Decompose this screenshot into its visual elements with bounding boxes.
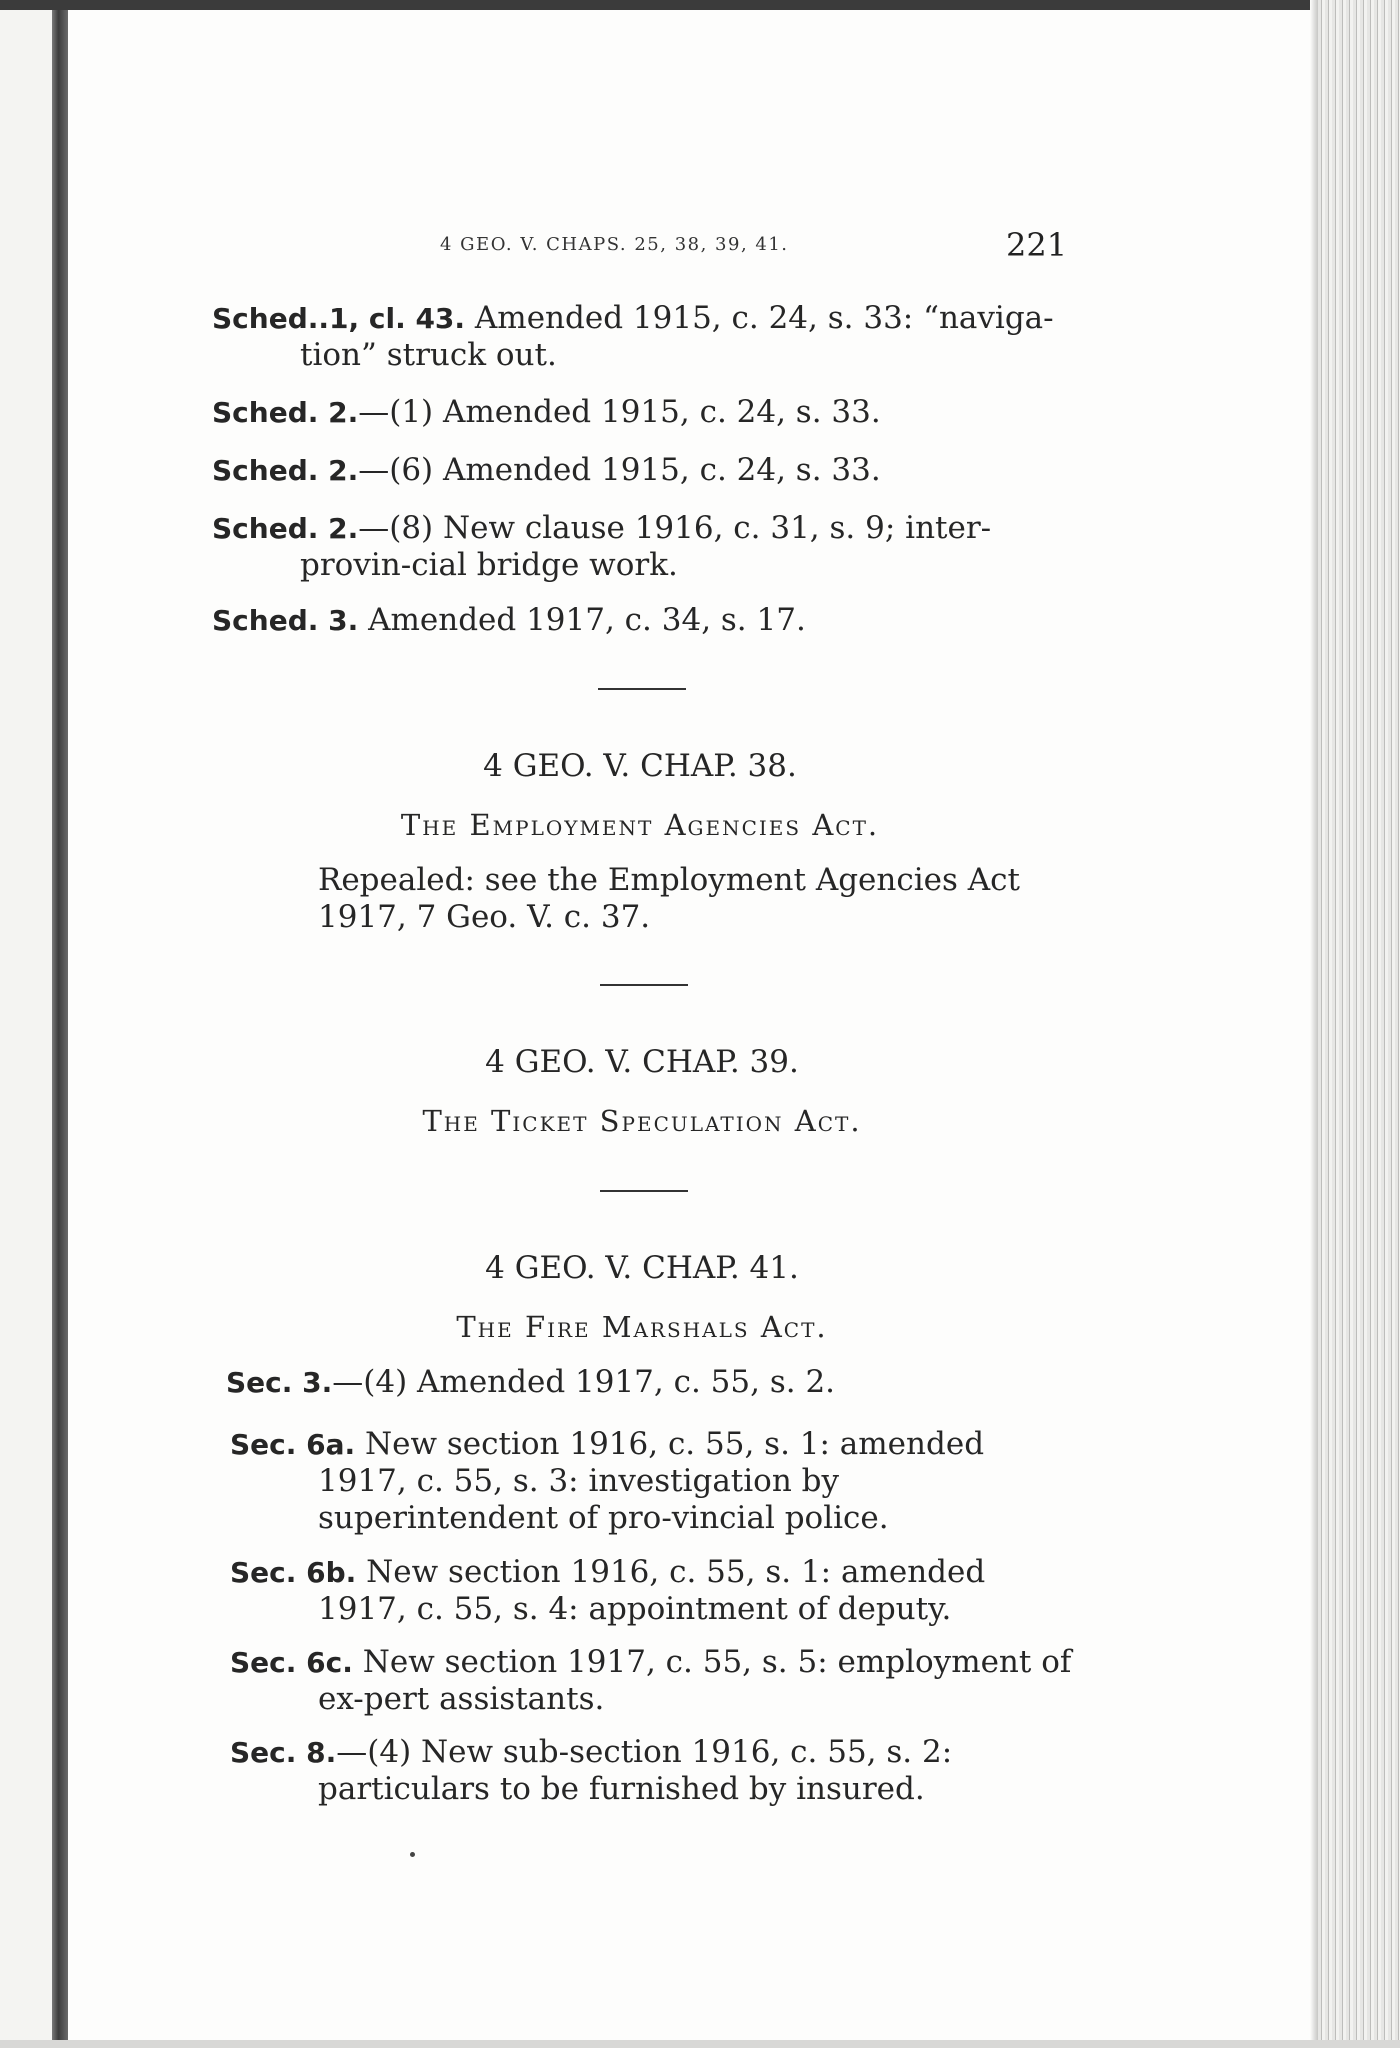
entry-text: Amended 1917, c. 34, s. 17. <box>368 602 806 638</box>
entry-label: Sched..1, cl. 43. <box>212 302 466 335</box>
entry-label: Sec. 8. <box>230 1736 337 1769</box>
scan-bottom-edge <box>0 2040 1400 2048</box>
running-head: 4 GEO. V. CHAPS. 25, 38, 39, 41. <box>440 234 789 255</box>
page-stack-edge <box>1318 0 1400 2048</box>
schedule-entry <box>212 510 1068 584</box>
act-title: The Fire Marshals Act. <box>456 1310 828 1344</box>
schedule-entry <box>212 300 1068 374</box>
book-binding-edge <box>52 0 68 2048</box>
entry-label: Sched. 2. <box>212 396 359 429</box>
section-divider <box>600 984 688 986</box>
schedule-entry <box>212 394 1068 431</box>
section-entry <box>230 1426 1080 1537</box>
entry-label: Sched. 3. <box>212 604 359 637</box>
page-margin-left <box>0 0 52 2048</box>
schedule-entry <box>212 602 1068 639</box>
entry-text: New section 1916, c. 55, s. 1: amended 1917, c. 55, s. 3: investigation by superintendent of pro-vincial police. <box>318 1426 985 1536</box>
entry-label: Sec. 6c. <box>230 1646 353 1679</box>
entry-text: —(4) New sub-section 1916, c. 55, s. 2: particulars to be furnished by insured. <box>318 1734 953 1807</box>
chapter-title: 4 GEO. V. CHAP. 41. <box>485 1250 799 1286</box>
entry-text: —(4) Amended 1917, c. 55, s. 2. <box>332 1364 836 1400</box>
section-entry <box>230 1554 1080 1628</box>
entry-text: —(1) Amended 1915, c. 24, s. 33. <box>358 394 881 430</box>
entry-label: Sched. 2. <box>212 512 359 545</box>
entry-label: Sec. 6a. <box>230 1428 356 1461</box>
entry-text: New section 1917, c. 55, s. 5: employment of ex-pert assistants. <box>318 1644 1072 1717</box>
entry-text: —(8) New clause 1916, c. 31, s. 9; inter-provin-cial bridge work. <box>300 510 992 583</box>
schedule-entry <box>212 452 1068 489</box>
page-number: 221 <box>1006 226 1068 264</box>
section-divider <box>600 1190 688 1192</box>
entry-label: Sec. 6b. <box>230 1556 357 1589</box>
act-title: The Ticket Speculation Act. <box>422 1104 862 1138</box>
section-divider <box>598 688 686 690</box>
entry-text: Amended 1915, c. 24, s. 33: “naviga-tion” struck out. <box>300 300 1054 373</box>
entry-label: Sec. 3. <box>226 1366 333 1399</box>
entry-text: —(6) Amended 1915, c. 24, s. 33. <box>358 452 881 488</box>
section-entry <box>230 1644 1080 1718</box>
repeal-note: Repealed: see the Employment Agencies Act 1917, 7 Geo. V. c. 37. <box>318 862 1020 935</box>
entry-label: Sched. 2. <box>212 454 359 487</box>
chapter-title: 4 GEO. V. CHAP. 38. <box>483 748 797 784</box>
act-title: The Employment Agencies Act. <box>400 808 880 842</box>
scan-speck <box>410 1852 415 1857</box>
section-entry <box>230 1734 1080 1808</box>
section-entry <box>226 1364 1082 1401</box>
chapter-title: 4 GEO. V. CHAP. 39. <box>485 1044 799 1080</box>
entry-text: New section 1916, c. 55, s. 1: amended 1917, c. 55, s. 4: appointment of deputy. <box>318 1554 986 1627</box>
scan-top-edge <box>0 0 1400 10</box>
